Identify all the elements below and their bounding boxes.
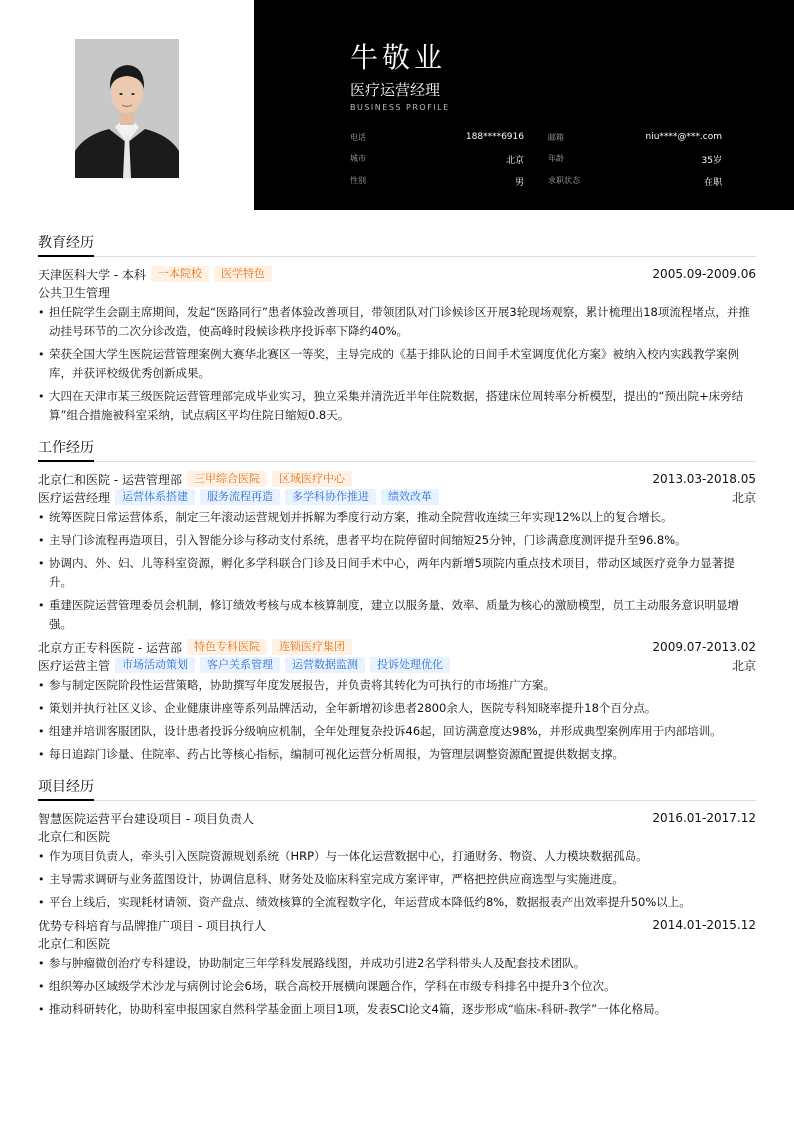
tag: 一本院校 [151,266,209,282]
skill-tag: 多学科协作推进 [285,489,376,505]
info-row [350,148,722,170]
project-entry [38,809,756,912]
entry-subheader-row [38,934,756,952]
section-title-text: 项目经历 [38,776,94,801]
date-range: 2013.03-2018.05 [652,472,756,486]
skill-tag: 客户关系管理 [200,657,280,673]
list-item: • 主导需求调研与业务蓝图设计，协调信息科、财务处及临床科室完成方案评审，严格把控供应商选型与实施进度。 [38,870,756,889]
education-section [38,232,756,425]
section-title [38,437,756,462]
position: 医疗运营主管 [38,658,111,673]
list-item: • 重建医院运营管理委员会机制，修订绩效考核与成本核算制度，建立以服务量、效率、质量为核心的激励模型，员工主动服务意识明显增强。 [38,596,756,634]
list-item: • 作为项目负责人，牵头引入医院资源规划系统（HRP）与一体化运营数据中心，打通财务、物资、人力模块数据孤岛。 [38,847,756,866]
entry-header-row [38,638,756,656]
work-section [38,437,756,764]
skill-tag: 市场活动策划 [115,657,195,673]
tag: 医学特色 [214,266,272,282]
bullet-list [38,954,756,1019]
info-cell-status [536,175,722,188]
project-name: 智慧医院运营平台建设项目 - 项目负责人 [38,811,254,826]
list-item: • 主导门诊流程再造项目，引入智能分诊与移动支付系统，患者平均在院停留时间缩短25分钟，门诊满意度测评提升至96.8%。 [38,531,756,550]
list-item: • 参与制定医院阶段性运营策略，协助撰写年度发展报告，并负责将其转化为可执行的市场推广方案。 [38,676,756,695]
skill-tag: 投诉处理优化 [370,657,450,673]
project-entry [38,916,756,1019]
section-title-text: 工作经历 [38,437,94,462]
job-title: 医疗运营经理 [350,81,441,99]
info-label: 性别 [350,175,366,185]
company-name: 北京仁和医院 - 运营管理部 [38,472,182,487]
projects-section [38,776,756,1019]
info-label: 求职状态 [548,175,580,185]
profile-photo [75,39,179,178]
entry-subheader-row [38,656,756,674]
list-item: • 大四在天津市某三级医院运营管理部完成毕业实习，独立采集并清洗近半年住院数据，搭建床位周转率分析模型，提出的“预出院+床旁结算”组合措施被科室采纳，试点病区平均住院日缩短0.8天。 [38,387,756,425]
entry-header-row [38,265,756,283]
info-cell-gender [350,175,536,188]
portrait-image [75,39,179,178]
bullet-list [38,303,756,425]
info-value: 男 [514,177,524,188]
info-row [350,170,722,192]
tag: 三甲综合医院 [187,471,267,487]
personal-info [350,126,722,192]
info-label: 城市 [350,153,366,163]
list-item: • 荣获全国大学生医院运营管理案例大赛华北赛区一等奖，主导完成的《基于排队论的日间手术室调度优化方案》被纳入校内实践教学案例库，并获评校级优秀创新成果。 [38,345,756,383]
resume-header [0,0,794,210]
entry-subheader-row [38,283,756,301]
resume-body [38,232,756,1031]
school-name: 天津医科大学 - 本科 [38,267,146,282]
info-label: 年龄 [548,153,564,163]
list-item: • 组建并培训客服团队，设计患者投诉分级响应机制，全年处理复杂投诉46起，回访满意度达98%，并形成典型案例库用于内部培训。 [38,722,756,741]
date-range: 2016.01-2017.12 [652,811,756,825]
list-item: • 推动科研转化，协助科室申报国家自然科学基金面上项目1项，发表SCI论文4篇，逐步形成“临床-科研-教学”一体化格局。 [38,1000,756,1019]
list-item: • 每日追踪门诊量、住院率、药占比等核心指标，编制可视化运营分析周报，为管理层调整资源配置提供数据支撑。 [38,745,756,764]
entry-header-row [38,809,756,827]
info-value: niu****@***.com [645,131,722,142]
info-value: 在职 [703,177,722,188]
list-item: • 策划并执行社区义诊、企业健康讲座等系列品牌活动，全年新增初诊患者2800余人，医院专科知晓率提升18个百分点。 [38,699,756,718]
city: 北京 [731,658,756,673]
bullet-list [38,847,756,912]
candidate-name: 牛敬业 [350,41,447,74]
header-dark-panel [254,0,794,210]
major: 公共卫生管理 [38,285,111,300]
date-range: 2014.01-2015.12 [652,918,756,932]
date-range: 2009.07-2013.02 [652,640,756,654]
info-cell-phone [350,132,536,143]
info-row [350,126,722,148]
info-value: 188****6916 [465,131,524,142]
skill-tag: 服务流程再造 [200,489,280,505]
project-org: 北京仁和医院 [38,936,111,951]
info-cell-email [536,132,722,143]
company-name: 北京方正专科医院 - 运营部 [38,640,182,655]
skill-tag: 绩效改革 [381,489,439,505]
section-title [38,232,756,257]
info-label: 邮箱 [548,132,564,142]
info-label: 电话 [350,132,366,142]
list-item: • 组织筹办区域级学术沙龙与病例讨论会6场，联合高校开展横向课题合作，学科在市级专科排名中提升3个位次。 [38,977,756,996]
education-entry [38,265,756,425]
project-name: 优势专科培育与品牌推广项目 - 项目执行人 [38,918,266,933]
info-value: 北京 [505,155,524,166]
skill-tag: 运营体系搭建 [115,489,195,505]
work-entry [38,470,756,634]
tag: 区域医疗中心 [272,471,352,487]
entry-subheader-row [38,827,756,845]
city: 北京 [731,490,756,505]
entry-subheader-row [38,488,756,506]
section-title-text: 教育经历 [38,232,94,257]
info-value: 35岁 [701,155,722,166]
date-range: 2005.09-2009.06 [652,267,756,281]
entry-header-row [38,916,756,934]
list-item: • 平台上线后，实现耗材请领、资产盘点、绩效核算的全流程数字化，年运营成本降低约8%，数据报表产出效率提升50%以上。 [38,893,756,912]
list-item: • 统筹医院日常运营体系，制定三年滚动运营规划并拆解为季度行动方案，推动全院营收连续三年实现12%以上的复合增长。 [38,508,756,527]
skill-tag: 运营数据监测 [285,657,365,673]
header-subtitle: BUSINESS PROFILE [350,103,450,112]
list-item: • 协调内、外、妇、儿等科室资源，孵化多学科联合门诊及日间手术中心，两年内新增5项院内重点技术项目，带动区域医疗竞争力显著提升。 [38,554,756,592]
project-org: 北京仁和医院 [38,829,111,844]
info-cell-city [350,153,536,166]
list-item: • 参与肿瘤微创治疗专科建设，协助制定三年学科发展路线图，并成功引进2名学科带头人及配套技术团队。 [38,954,756,973]
list-item: • 担任院学生会副主席期间，发起“医路同行”患者体验改善项目，带领团队对门诊候诊区开展3轮现场观察，累计梳理出18项流程堵点，并推动挂号环节的二次分诊改造，使高峰时段候诊秩序投诉率下降约40%。 [38,303,756,341]
position: 医疗运营经理 [38,490,111,505]
entry-header-row [38,470,756,488]
bullet-list [38,508,756,634]
tag: 特色专科医院 [187,639,267,655]
info-cell-age [536,153,722,166]
work-entry [38,638,756,764]
bullet-list [38,676,756,764]
section-title [38,776,756,801]
tag: 连锁医疗集团 [272,639,352,655]
